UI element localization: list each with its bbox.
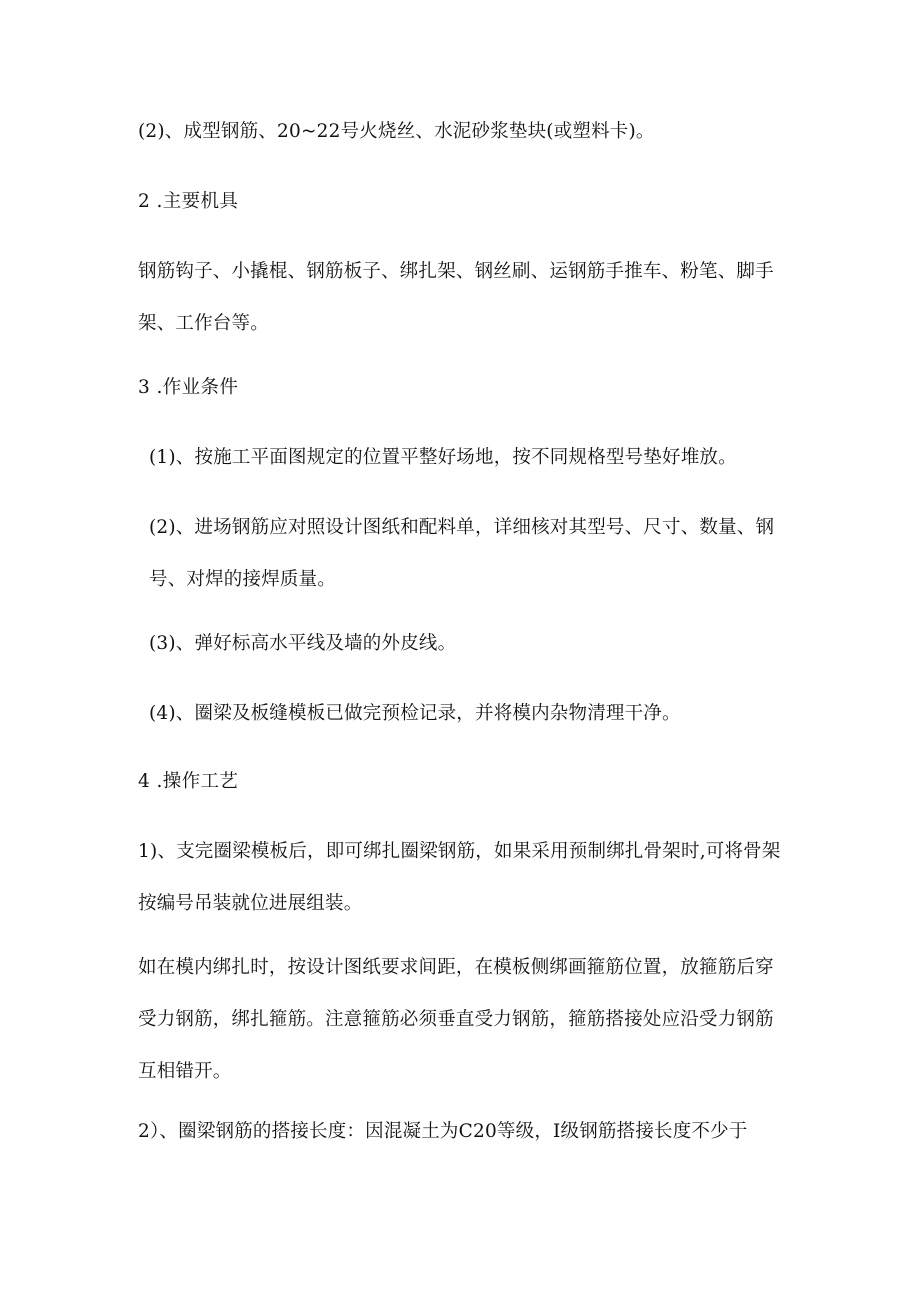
paragraph-condition-2: (2)、进场钢筋应对照设计图纸和配料单，详细核对其型号、尺寸、数量、钢号、对焊的接焊质量。 [149, 517, 775, 590]
paragraph-condition-1: (1)、按施工平面图规定的位置平整好场地，按不同规格型号垫好堆放。 [149, 447, 737, 468]
paragraph-condition-4: (4)、圈梁及板缝模板已做完预检记录，并将模内杂物清理干净。 [149, 703, 681, 724]
paragraph-inline-binding: 如在模内绑扎时，按设计图纸要求间距，在模板侧绑画箍筋位置，放箍筋后穿受力钢筋，绑扎箍筋。注意箍筋必须垂直受力钢筋，箍筋搭接处应沿受力钢筋互相错开。 [138, 957, 774, 1082]
section-heading-work-conditions: 3 .作业条件 [138, 377, 239, 398]
paragraph-condition-3: (3)、弹好标高水平线及墙的外皮线。 [149, 633, 457, 654]
paragraph-materials-item-2: (2)、成型钢筋、20~22号火烧丝、水泥砂浆垫块(或塑料卡)。 [138, 121, 655, 142]
paragraph-tools-list: 钢筋钩子、小撬棍、钢筋板子、绑扎架、钢丝刷、运钢筋手推车、粉笔、脚手架、工作台等。 [138, 261, 774, 334]
paragraph-step-1: 1)、支完圈梁模板后，即可绑扎圈梁钢筋，如果采用预制绑扎骨架时,可将骨架按编号吊装就位进展组装。 [138, 841, 781, 914]
paragraph-step-2: 2）、圈梁钢筋的搭接长度：因混凝土为C20等级，Ⅰ级钢筋搭接长度不少于 [138, 1121, 748, 1142]
section-heading-main-tools: 2 .主要机具 [138, 191, 239, 212]
section-heading-operation-process: 4 .操作工艺 [138, 771, 239, 792]
